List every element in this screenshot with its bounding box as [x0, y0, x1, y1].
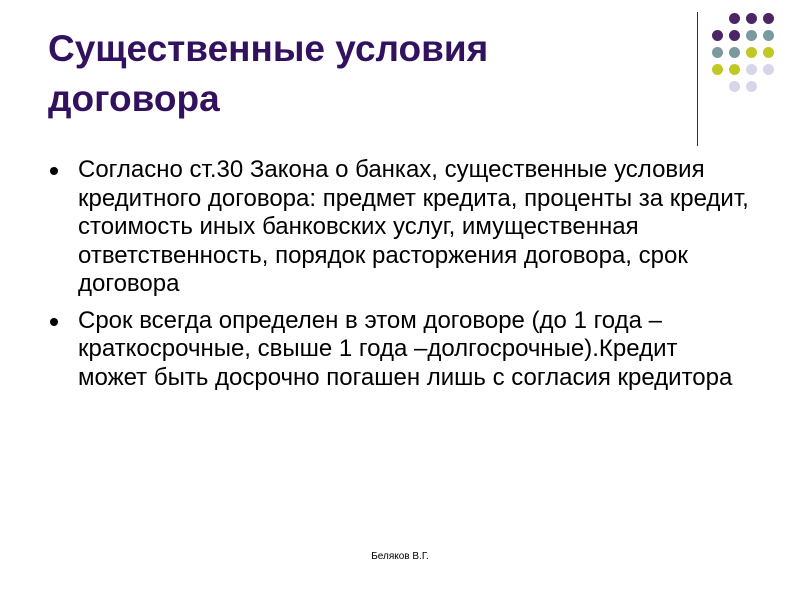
- bullet-item: [0, 156, 800, 299]
- decorative-dot: [712, 64, 723, 75]
- bullet-icon: [50, 167, 58, 175]
- decorative-dot: [763, 47, 774, 58]
- vertical-divider: [697, 12, 698, 146]
- decorative-dot: [746, 64, 757, 75]
- decorative-dot: [712, 47, 723, 58]
- footer-author: Беляков В.Г.: [371, 551, 429, 562]
- decorative-dot: [729, 13, 740, 24]
- bullet-text: Срок всегда определен в этом договоре (до 1 года –краткосрочные, свыше 1 года –долгосрочные).Кредит может быть досрочно погашен лишь с согласия кредитора: [78, 306, 733, 391]
- decorative-dot: [729, 47, 740, 58]
- decorative-dot: [763, 30, 774, 41]
- decorative-dot: [763, 64, 774, 75]
- slide-title: Существенные условия договора: [48, 28, 489, 119]
- decorative-dot: [712, 30, 723, 41]
- decorative-dot: [746, 30, 757, 41]
- decorative-dot: [746, 13, 757, 24]
- decorative-dot: [729, 64, 740, 75]
- decorative-dot: [746, 81, 757, 92]
- bullet-icon: [50, 318, 58, 326]
- bullet-item: [0, 307, 800, 393]
- bullet-list: [0, 156, 800, 400]
- bullet-text: Согласно ст.30 Закона о банках, существенные условия кредитного договора: предмет кредита, проценты за кредит, стоимость иных банковских услуг, имущественная ответственность, порядок расторжения договора, срок договора: [78, 156, 749, 297]
- decorative-dot: [746, 47, 757, 58]
- decorative-dot: [729, 81, 740, 92]
- decorative-dot: [729, 30, 740, 41]
- decorative-dot: [763, 13, 774, 24]
